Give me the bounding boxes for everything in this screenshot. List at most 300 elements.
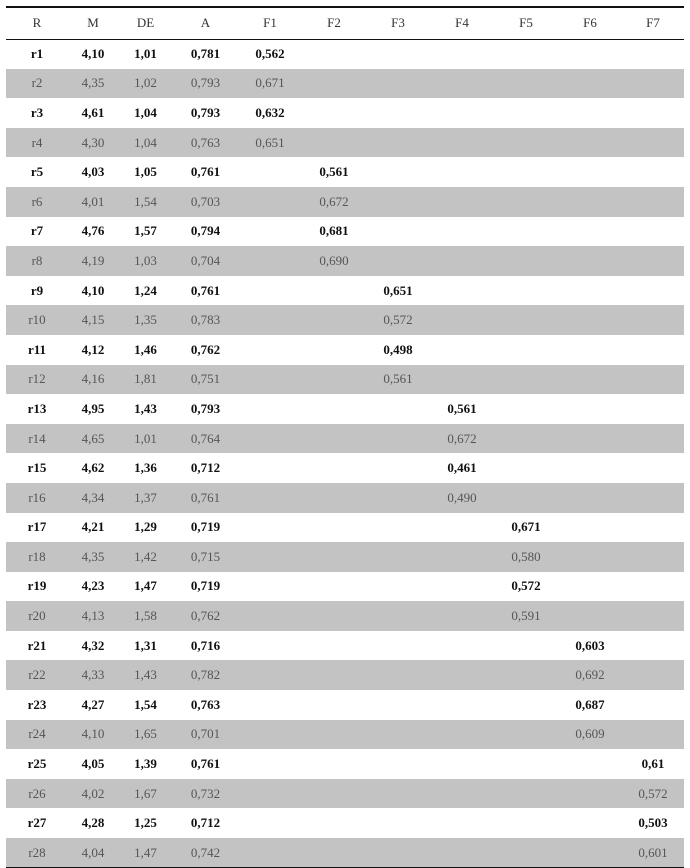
table-cell-m: 4,10 <box>68 39 118 69</box>
table-cell-r: r9 <box>6 276 68 306</box>
table-cell-f4 <box>430 601 494 631</box>
table-cell-f7 <box>622 98 684 128</box>
table-cell-f6 <box>558 335 622 365</box>
table-row <box>6 483 684 513</box>
table-cell-f6 <box>558 542 622 572</box>
table-cell-f7 <box>622 513 684 543</box>
table-cell-f6 <box>558 779 622 809</box>
table-cell-r: r26 <box>6 779 68 809</box>
table-cell-f2 <box>302 513 366 543</box>
table-cell-f4: 0,461 <box>430 453 494 483</box>
table-row <box>6 365 684 395</box>
table-cell-f6 <box>558 365 622 395</box>
table-cell-f4 <box>430 335 494 365</box>
table-cell-f4 <box>430 660 494 690</box>
table-cell-de: 1,54 <box>118 690 173 720</box>
table-cell-r: r11 <box>6 335 68 365</box>
table-cell-f3 <box>366 246 430 276</box>
table-cell-m: 4,03 <box>68 157 118 187</box>
table-row <box>6 69 684 99</box>
table-row <box>6 513 684 543</box>
table-cell-de: 1,67 <box>118 779 173 809</box>
table-cell-r: r10 <box>6 305 68 335</box>
table-cell-r: r14 <box>6 424 68 454</box>
table-cell-a: 0,793 <box>173 98 238 128</box>
table-cell-r: r8 <box>6 246 68 276</box>
table-cell-f4: 0,672 <box>430 424 494 454</box>
table-cell-f7 <box>622 394 684 424</box>
table-cell-m: 4,65 <box>68 424 118 454</box>
table-cell-r: r5 <box>6 157 68 187</box>
table-cell-f2 <box>302 128 366 158</box>
table-cell-f3 <box>366 690 430 720</box>
table-cell-f5 <box>494 39 558 69</box>
table-cell-m: 4,62 <box>68 453 118 483</box>
table-cell-f5 <box>494 365 558 395</box>
table-cell-f2: 0,681 <box>302 217 366 247</box>
table-cell-f6 <box>558 98 622 128</box>
table-cell-de: 1,43 <box>118 394 173 424</box>
table-cell-f5 <box>494 453 558 483</box>
table-cell-f7 <box>622 631 684 661</box>
table-row <box>6 453 684 483</box>
table-cell-f7 <box>622 690 684 720</box>
table-cell-f3 <box>366 631 430 661</box>
table-cell-f7: 0,601 <box>622 838 684 868</box>
table-cell-f4 <box>430 720 494 750</box>
table-cell-f5 <box>494 246 558 276</box>
column-header-f2: F2 <box>302 7 366 39</box>
table-cell-f1 <box>238 572 302 602</box>
table-row <box>6 631 684 661</box>
table-cell-de: 1,57 <box>118 217 173 247</box>
table-cell-de: 1,47 <box>118 572 173 602</box>
table-cell-f1 <box>238 631 302 661</box>
table-cell-r: r17 <box>6 513 68 543</box>
table-cell-a: 0,704 <box>173 246 238 276</box>
table-cell-r: r23 <box>6 690 68 720</box>
table-row <box>6 601 684 631</box>
table-header <box>6 7 684 39</box>
table-cell-f1 <box>238 187 302 217</box>
table-cell-f5 <box>494 276 558 306</box>
table-cell-f6 <box>558 276 622 306</box>
table-cell-r: r6 <box>6 187 68 217</box>
table-cell-f3 <box>366 779 430 809</box>
table-cell-f7 <box>622 720 684 750</box>
table-cell-f6: 0,687 <box>558 690 622 720</box>
table-cell-f6 <box>558 572 622 602</box>
table-cell-f3: 0,498 <box>366 335 430 365</box>
table-cell-r: r4 <box>6 128 68 158</box>
table-cell-f5 <box>494 749 558 779</box>
table-cell-f1 <box>238 838 302 868</box>
table-cell-f3 <box>366 187 430 217</box>
table-cell-f1 <box>238 542 302 572</box>
table-cell-m: 4,95 <box>68 394 118 424</box>
table-cell-r: r16 <box>6 483 68 513</box>
table-cell-f2: 0,672 <box>302 187 366 217</box>
table-cell-f3: 0,572 <box>366 305 430 335</box>
table-cell-f4 <box>430 276 494 306</box>
table-cell-r: r1 <box>6 39 68 69</box>
table-cell-a: 0,764 <box>173 424 238 454</box>
table-cell-de: 1,35 <box>118 305 173 335</box>
table-cell-f6 <box>558 157 622 187</box>
table-cell-f3 <box>366 660 430 690</box>
table-cell-de: 1,46 <box>118 335 173 365</box>
table-cell-de: 1,24 <box>118 276 173 306</box>
column-header-f6: F6 <box>558 7 622 39</box>
table-cell-a: 0,782 <box>173 660 238 690</box>
table-cell-r: r15 <box>6 453 68 483</box>
table-cell-m: 4,33 <box>68 660 118 690</box>
table-cell-f3 <box>366 453 430 483</box>
table-row <box>6 276 684 306</box>
table-cell-m: 4,12 <box>68 335 118 365</box>
table-row <box>6 749 684 779</box>
table-cell-de: 1,54 <box>118 187 173 217</box>
table-cell-f1 <box>238 217 302 247</box>
table-cell-f4 <box>430 779 494 809</box>
table-cell-m: 4,01 <box>68 187 118 217</box>
table-cell-f5: 0,572 <box>494 572 558 602</box>
table-cell-r: r24 <box>6 720 68 750</box>
table-cell-f3 <box>366 394 430 424</box>
table-cell-a: 0,761 <box>173 157 238 187</box>
table-cell-f7 <box>622 157 684 187</box>
table-cell-f5 <box>494 157 558 187</box>
table-cell-a: 0,701 <box>173 720 238 750</box>
table-cell-f7: 0,503 <box>622 808 684 838</box>
table-cell-a: 0,715 <box>173 542 238 572</box>
table-cell-de: 1,02 <box>118 69 173 99</box>
table-cell-f5 <box>494 394 558 424</box>
table-row <box>6 542 684 572</box>
table-cell-f4 <box>430 542 494 572</box>
table-cell-f4 <box>430 98 494 128</box>
table-cell-f1 <box>238 513 302 543</box>
table-cell-f5 <box>494 660 558 690</box>
table-cell-f6 <box>558 128 622 158</box>
table-row <box>6 838 684 868</box>
table-cell-f7 <box>622 128 684 158</box>
table-cell-r: r20 <box>6 601 68 631</box>
table-row <box>6 779 684 809</box>
table-cell-f4 <box>430 69 494 99</box>
table-cell-f7 <box>622 246 684 276</box>
table-cell-m: 4,34 <box>68 483 118 513</box>
table-cell-f7 <box>622 601 684 631</box>
table-row <box>6 690 684 720</box>
table-cell-a: 0,761 <box>173 749 238 779</box>
table-cell-f7 <box>622 217 684 247</box>
table-cell-f5 <box>494 187 558 217</box>
table-cell-f1 <box>238 365 302 395</box>
table-row <box>6 335 684 365</box>
table-cell-a: 0,742 <box>173 838 238 868</box>
table-cell-f7 <box>622 660 684 690</box>
table-cell-a: 0,762 <box>173 601 238 631</box>
table-cell-f1 <box>238 424 302 454</box>
table-cell-f2: 0,690 <box>302 246 366 276</box>
table-cell-f2 <box>302 98 366 128</box>
table-cell-f5 <box>494 424 558 454</box>
table-cell-f2 <box>302 394 366 424</box>
table-cell-f6 <box>558 39 622 69</box>
table-cell-m: 4,76 <box>68 217 118 247</box>
table-cell-de: 1,31 <box>118 631 173 661</box>
table-cell-r: r2 <box>6 69 68 99</box>
table-cell-f6 <box>558 187 622 217</box>
table-cell-f5: 0,671 <box>494 513 558 543</box>
table-row <box>6 660 684 690</box>
table-row <box>6 217 684 247</box>
table-cell-f3 <box>366 601 430 631</box>
table-cell-de: 1,47 <box>118 838 173 868</box>
table-cell-f2 <box>302 39 366 69</box>
table-cell-de: 1,65 <box>118 720 173 750</box>
table-cell-f2 <box>302 453 366 483</box>
column-header-f1: F1 <box>238 7 302 39</box>
table-cell-f5 <box>494 779 558 809</box>
table-cell-f3 <box>366 69 430 99</box>
header-row <box>6 7 684 39</box>
table-cell-f4 <box>430 365 494 395</box>
table-cell-f7 <box>622 424 684 454</box>
table-cell-de: 1,01 <box>118 424 173 454</box>
table-cell-f2 <box>302 749 366 779</box>
table-row <box>6 246 684 276</box>
table-cell-f7 <box>622 69 684 99</box>
table-cell-a: 0,719 <box>173 513 238 543</box>
table-cell-f4 <box>430 217 494 247</box>
table-cell-m: 4,05 <box>68 749 118 779</box>
table-cell-f7 <box>622 572 684 602</box>
table-cell-f1: 0,562 <box>238 39 302 69</box>
table-cell-f5 <box>494 335 558 365</box>
table-cell-m: 4,21 <box>68 513 118 543</box>
table-cell-f5 <box>494 98 558 128</box>
table-cell-f1 <box>238 660 302 690</box>
table-cell-de: 1,58 <box>118 601 173 631</box>
table-cell-f2 <box>302 601 366 631</box>
table-cell-f7 <box>622 39 684 69</box>
table-cell-f3 <box>366 157 430 187</box>
table-cell-f1: 0,651 <box>238 128 302 158</box>
table-cell-a: 0,793 <box>173 394 238 424</box>
table-cell-m: 4,10 <box>68 276 118 306</box>
table-cell-f2 <box>302 424 366 454</box>
table-cell-de: 1,39 <box>118 749 173 779</box>
table-cell-r: r19 <box>6 572 68 602</box>
column-header-a: A <box>173 7 238 39</box>
table-cell-f1 <box>238 305 302 335</box>
table-cell-f6 <box>558 513 622 543</box>
table-cell-f4 <box>430 631 494 661</box>
table-cell-f6 <box>558 453 622 483</box>
table-cell-de: 1,42 <box>118 542 173 572</box>
table-cell-f3 <box>366 483 430 513</box>
column-header-f3: F3 <box>366 7 430 39</box>
factor-loadings-table <box>6 6 684 868</box>
table-cell-m: 4,23 <box>68 572 118 602</box>
table-cell-a: 0,762 <box>173 335 238 365</box>
table-cell-f5 <box>494 217 558 247</box>
table-cell-de: 1,05 <box>118 157 173 187</box>
table-cell-f1 <box>238 157 302 187</box>
table-cell-a: 0,761 <box>173 276 238 306</box>
table-cell-r: r27 <box>6 808 68 838</box>
table-cell-f6 <box>558 69 622 99</box>
table-cell-r: r25 <box>6 749 68 779</box>
table-cell-a: 0,712 <box>173 453 238 483</box>
table-cell-f5 <box>494 838 558 868</box>
table-cell-f6 <box>558 394 622 424</box>
column-header-f4: F4 <box>430 7 494 39</box>
table-cell-m: 4,35 <box>68 542 118 572</box>
table-cell-f1 <box>238 601 302 631</box>
table-cell-f5: 0,580 <box>494 542 558 572</box>
table-cell-f5 <box>494 69 558 99</box>
table-cell-a: 0,703 <box>173 187 238 217</box>
table-cell-f5: 0,591 <box>494 601 558 631</box>
table-cell-f7: 0,572 <box>622 779 684 809</box>
table-cell-f4: 0,561 <box>430 394 494 424</box>
table-cell-f5 <box>494 483 558 513</box>
table-cell-f2 <box>302 660 366 690</box>
table-cell-de: 1,29 <box>118 513 173 543</box>
table-cell-f3 <box>366 838 430 868</box>
table-cell-f3: 0,561 <box>366 365 430 395</box>
table-cell-f6 <box>558 808 622 838</box>
table-cell-f7 <box>622 305 684 335</box>
table-cell-f4 <box>430 305 494 335</box>
table-cell-f5 <box>494 690 558 720</box>
table-cell-f1: 0,671 <box>238 69 302 99</box>
table-cell-f1 <box>238 394 302 424</box>
table-cell-a: 0,719 <box>173 572 238 602</box>
table-cell-de: 1,37 <box>118 483 173 513</box>
table-cell-m: 4,27 <box>68 690 118 720</box>
table-row <box>6 187 684 217</box>
table-cell-f3 <box>366 749 430 779</box>
table-cell-a: 0,794 <box>173 217 238 247</box>
table-cell-f4 <box>430 808 494 838</box>
table-cell-f5 <box>494 305 558 335</box>
table-cell-f6: 0,692 <box>558 660 622 690</box>
table-cell-f7 <box>622 187 684 217</box>
table-cell-f1 <box>238 779 302 809</box>
table-cell-f2 <box>302 69 366 99</box>
table-cell-m: 4,13 <box>68 601 118 631</box>
table-cell-r: r22 <box>6 660 68 690</box>
table-cell-f4 <box>430 187 494 217</box>
table-cell-f3 <box>366 217 430 247</box>
table-row <box>6 808 684 838</box>
table-row <box>6 39 684 69</box>
table-cell-m: 4,04 <box>68 838 118 868</box>
table-cell-f3 <box>366 720 430 750</box>
table-cell-f1 <box>238 749 302 779</box>
table-cell-m: 4,28 <box>68 808 118 838</box>
table-cell-f2 <box>302 808 366 838</box>
table-cell-f7 <box>622 542 684 572</box>
table-cell-f3 <box>366 128 430 158</box>
table-cell-f2 <box>302 720 366 750</box>
table-cell-m: 4,16 <box>68 365 118 395</box>
table-cell-m: 4,35 <box>68 69 118 99</box>
table-cell-f6 <box>558 246 622 276</box>
table-cell-f1 <box>238 335 302 365</box>
table-cell-f1 <box>238 483 302 513</box>
table-cell-f3 <box>366 513 430 543</box>
table-row <box>6 128 684 158</box>
table-cell-a: 0,761 <box>173 483 238 513</box>
table-row <box>6 572 684 602</box>
table-cell-de: 1,81 <box>118 365 173 395</box>
table-cell-a: 0,763 <box>173 128 238 158</box>
table-cell-f1 <box>238 246 302 276</box>
table-cell-f6 <box>558 217 622 247</box>
table-cell-f6: 0,609 <box>558 720 622 750</box>
table-cell-f7 <box>622 365 684 395</box>
table-cell-f7 <box>622 453 684 483</box>
table-cell-f4 <box>430 749 494 779</box>
table-cell-a: 0,716 <box>173 631 238 661</box>
table-cell-de: 1,03 <box>118 246 173 276</box>
table-cell-f4 <box>430 39 494 69</box>
table-cell-m: 4,10 <box>68 720 118 750</box>
table-row <box>6 394 684 424</box>
table-cell-a: 0,751 <box>173 365 238 395</box>
table-cell-f2 <box>302 305 366 335</box>
table-cell-f3: 0,651 <box>366 276 430 306</box>
table-cell-f7 <box>622 483 684 513</box>
table-row <box>6 424 684 454</box>
table-cell-f2 <box>302 631 366 661</box>
table-cell-r: r21 <box>6 631 68 661</box>
table-cell-f5 <box>494 720 558 750</box>
table-cell-f2 <box>302 276 366 306</box>
table-cell-f4 <box>430 246 494 276</box>
column-header-f7: F7 <box>622 7 684 39</box>
table-row <box>6 305 684 335</box>
table-cell-f4 <box>430 572 494 602</box>
table-cell-r: r7 <box>6 217 68 247</box>
table-cell-f3 <box>366 542 430 572</box>
table-body <box>6 39 684 868</box>
table-cell-f7 <box>622 276 684 306</box>
table-cell-a: 0,732 <box>173 779 238 809</box>
table-cell-f4 <box>430 513 494 543</box>
table-cell-de: 1,01 <box>118 39 173 69</box>
table-cell-r: r12 <box>6 365 68 395</box>
table-cell-f4 <box>430 690 494 720</box>
column-header-m: M <box>68 7 118 39</box>
table-cell-f4 <box>430 838 494 868</box>
table-cell-f3 <box>366 808 430 838</box>
table-cell-m: 4,32 <box>68 631 118 661</box>
table-cell-f6 <box>558 483 622 513</box>
table-cell-f6 <box>558 838 622 868</box>
table-cell-f6 <box>558 749 622 779</box>
table-cell-f5 <box>494 631 558 661</box>
table-cell-f3 <box>366 39 430 69</box>
table-cell-a: 0,793 <box>173 69 238 99</box>
table-cell-m: 4,02 <box>68 779 118 809</box>
table-row <box>6 720 684 750</box>
